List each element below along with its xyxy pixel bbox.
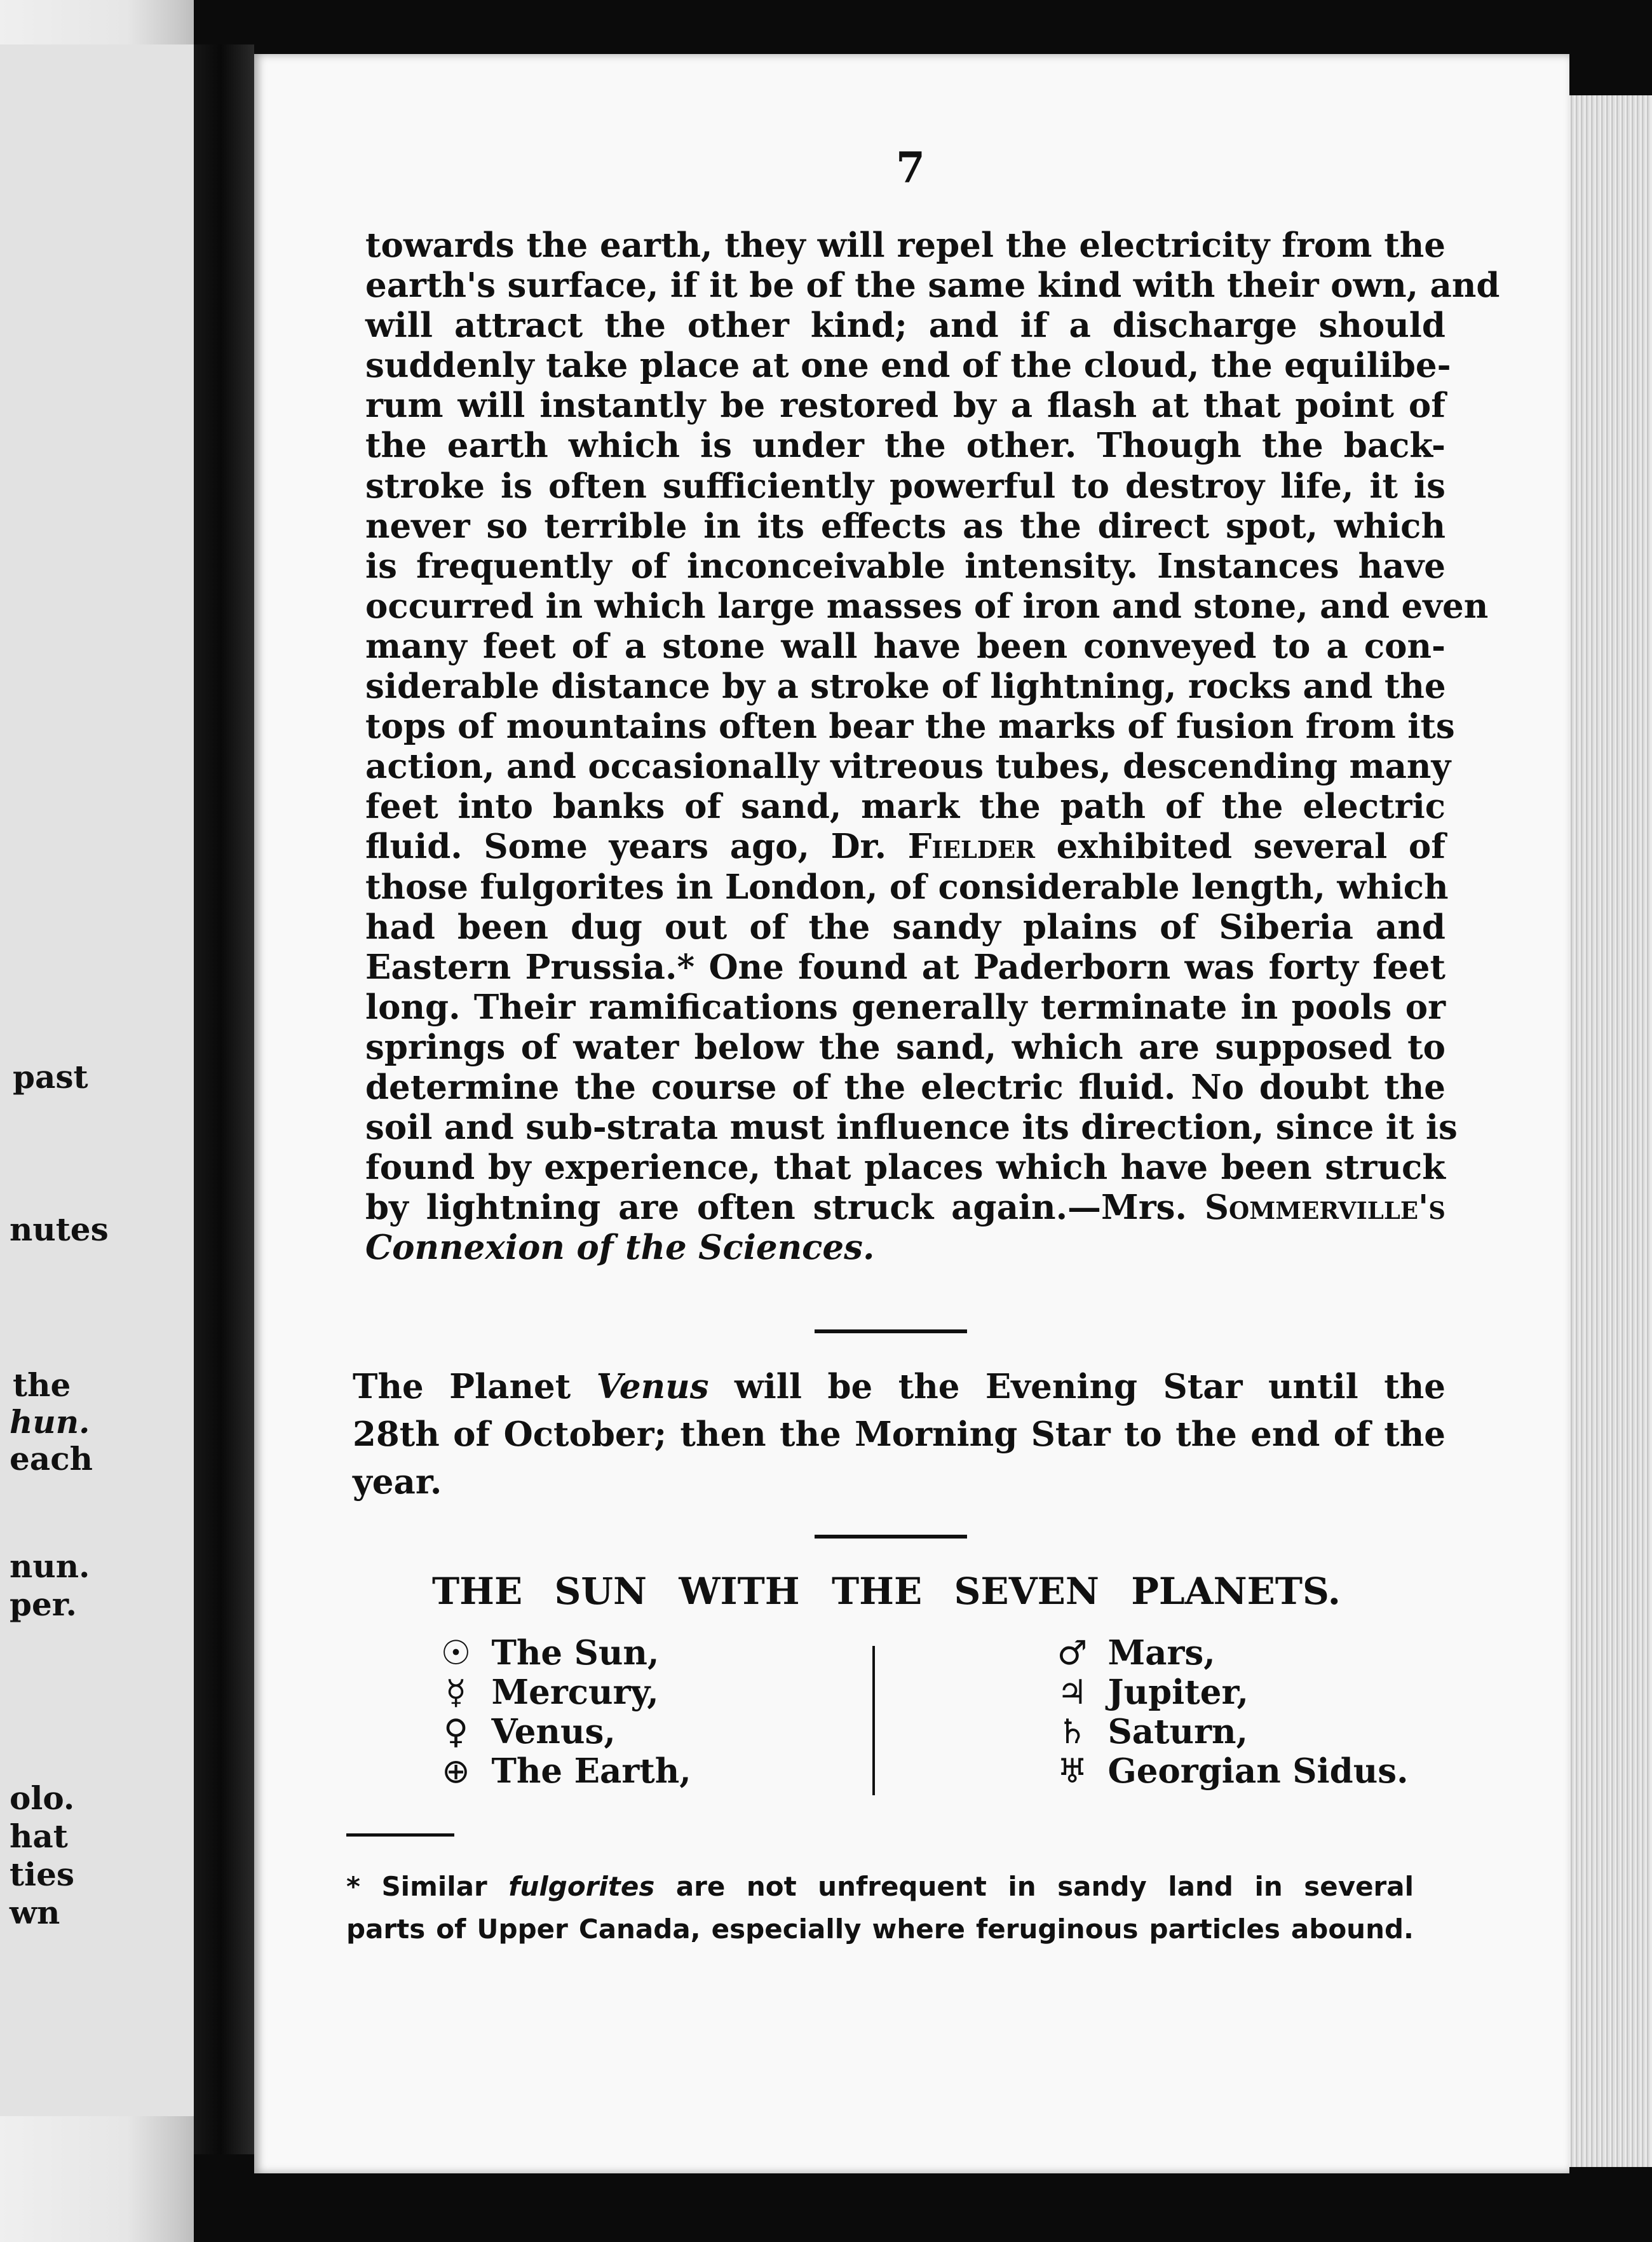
planet-entry	[1048, 1712, 1409, 1751]
text-line: the earth which is under the other. Though the back-	[365, 426, 1446, 466]
text-line: stroke is often sufficiently powerful to destroy life, it is	[365, 466, 1446, 506]
text-line	[346, 1865, 1414, 1908]
planet-entry	[432, 1633, 691, 1673]
text-line: is frequently of inconceivable intensity. Instances have	[365, 546, 1446, 586]
text-segment: are not unfrequent in sandy land in several	[675, 1871, 1414, 1902]
planet-entry	[1048, 1673, 1409, 1712]
text-line: determine the course of the electric fluid. No doubt the	[365, 1067, 1446, 1107]
sun-symbol-icon: ☉	[440, 1634, 471, 1673]
author-name-sommerville: Sommerville's	[1204, 1188, 1446, 1228]
footnote	[346, 1865, 1414, 1950]
text-line: action, and occasionally vitreous tubes, descending many	[365, 747, 1451, 787]
text-line: siderable distance by a stroke of lightning, rocks and the	[365, 667, 1446, 707]
source-title: Connexion of the Sciences.	[365, 1228, 875, 1268]
planet-entry	[432, 1751, 691, 1791]
venus-paragraph	[353, 1363, 1446, 1506]
text-line: will attract the other kind; and if a discharge should	[365, 306, 1446, 346]
facing-page-fragment: ties	[10, 1856, 75, 1893]
text-segment: The Planet	[353, 1367, 571, 1406]
text-line: had been dug out of the sandy plains of Siberia and	[365, 907, 1446, 947]
planet-entry	[432, 1673, 691, 1712]
facing-page-fragment: olo.	[10, 1779, 75, 1817]
planet-name: The Earth,	[491, 1751, 691, 1791]
text-line: occurred in which large masses of iron and stone, and even	[365, 586, 1489, 626]
fulgorites-word: fulgorites	[508, 1871, 655, 1902]
text-line: parts of Upper Canada, especially where feruginous particles abound.	[346, 1913, 1414, 1945]
facing-page-fragment: nutes	[10, 1211, 109, 1248]
text-line: earth's surface, if it be of the same kind with their own, and	[365, 266, 1500, 306]
uranus-symbol-icon: ♅	[1057, 1752, 1088, 1791]
mars-symbol-icon: ♂	[1057, 1634, 1088, 1673]
text-line: 28th of October; then the Morning Star to the end of the	[353, 1415, 1446, 1454]
planet-entry	[432, 1712, 691, 1751]
facing-page-fragment: each	[10, 1440, 93, 1478]
text-segment: fluid. Some years ago, Dr.	[365, 827, 887, 867]
text-line: Eastern Prussia.* One found at Paderborn was forty feet	[365, 947, 1446, 987]
book-gutter	[194, 44, 254, 2154]
text-line: tops of mountains often bear the marks of fusion from its	[365, 707, 1455, 747]
planet-name: Georgian Sidus.	[1107, 1751, 1409, 1791]
text-line: springs of water below the sand, which are supposed to	[365, 1027, 1446, 1067]
planet-name: The Sun,	[491, 1633, 660, 1673]
venus-symbol-icon: ♀	[443, 1713, 468, 1751]
planet-name: Venus,	[491, 1712, 616, 1751]
earth-symbol-icon: ⊕	[442, 1752, 470, 1791]
planet-name: Mercury,	[491, 1673, 659, 1712]
facing-page	[0, 44, 194, 2116]
page-stack-edges	[1563, 95, 1652, 2167]
column-divider	[872, 1646, 875, 1795]
planets-heading: THE SUN WITH THE SEVEN PLANETS.	[432, 1570, 1341, 1613]
text-line: long. Their ramifications generally terminate in pools or	[365, 987, 1446, 1027]
section-divider	[815, 1535, 967, 1539]
planet-name: Jupiter,	[1107, 1673, 1249, 1712]
text-line: found by experience, that places which have been struck	[365, 1148, 1446, 1188]
facing-page-fragment: wn	[10, 1894, 60, 1931]
text-segment: by lightning are often struck again.—Mrs.	[365, 1188, 1187, 1228]
planets-right-column	[1048, 1633, 1409, 1791]
text-line: never so terrible in its effects as the direct spot, which	[365, 506, 1446, 546]
mercury-symbol-icon: ☿	[445, 1673, 466, 1712]
saturn-symbol-icon: ♄	[1057, 1713, 1088, 1751]
facing-page-fragment: hat	[10, 1817, 68, 1855]
venus-word: Venus	[596, 1367, 709, 1406]
facing-page-fragment: per.	[10, 1586, 77, 1623]
author-name-fielder: Fielder	[907, 827, 1035, 867]
facing-page-fragment: hun.	[10, 1403, 90, 1441]
planet-entry	[1048, 1633, 1409, 1673]
text-line	[365, 1188, 1446, 1228]
planet-entry	[1048, 1751, 1409, 1791]
text-line: rum will instantly be restored by a flash at that point of	[365, 386, 1446, 426]
text-line: year.	[353, 1462, 442, 1502]
planets-left-column	[432, 1633, 691, 1791]
text-segment: will be the Evening Star until the	[735, 1367, 1446, 1406]
text-line: suddenly take place at one end of the cloud, the equilibe-	[365, 346, 1451, 386]
text-line: soil and sub-strata must influence its direction, since it is	[365, 1108, 1458, 1148]
main-paragraph	[365, 226, 1500, 1268]
text-line: towards the earth, they will repel the electricity from the	[365, 226, 1446, 265]
page-number: 7	[896, 143, 925, 193]
text-segment: * Similar	[346, 1871, 487, 1902]
planet-name: Mars,	[1107, 1633, 1215, 1673]
text-line	[365, 827, 1446, 867]
footnote-rule	[346, 1833, 454, 1837]
facing-page-fragment: past	[13, 1058, 88, 1096]
text-line: those fulgorites in London, of considerable length, which	[365, 867, 1449, 907]
text-line: feet into banks of sand, mark the path of the electric	[365, 787, 1446, 827]
planet-name: Saturn,	[1107, 1712, 1248, 1751]
jupiter-symbol-icon: ♃	[1057, 1673, 1088, 1712]
facing-page-fragment: nun.	[10, 1547, 90, 1585]
text-line: many feet of a stone wall have been conveyed to a con-	[365, 626, 1446, 666]
facing-page-fragment: the	[13, 1366, 71, 1404]
text-line	[353, 1363, 1446, 1411]
section-divider	[815, 1329, 967, 1333]
text-segment: exhibited several of	[1056, 827, 1446, 867]
